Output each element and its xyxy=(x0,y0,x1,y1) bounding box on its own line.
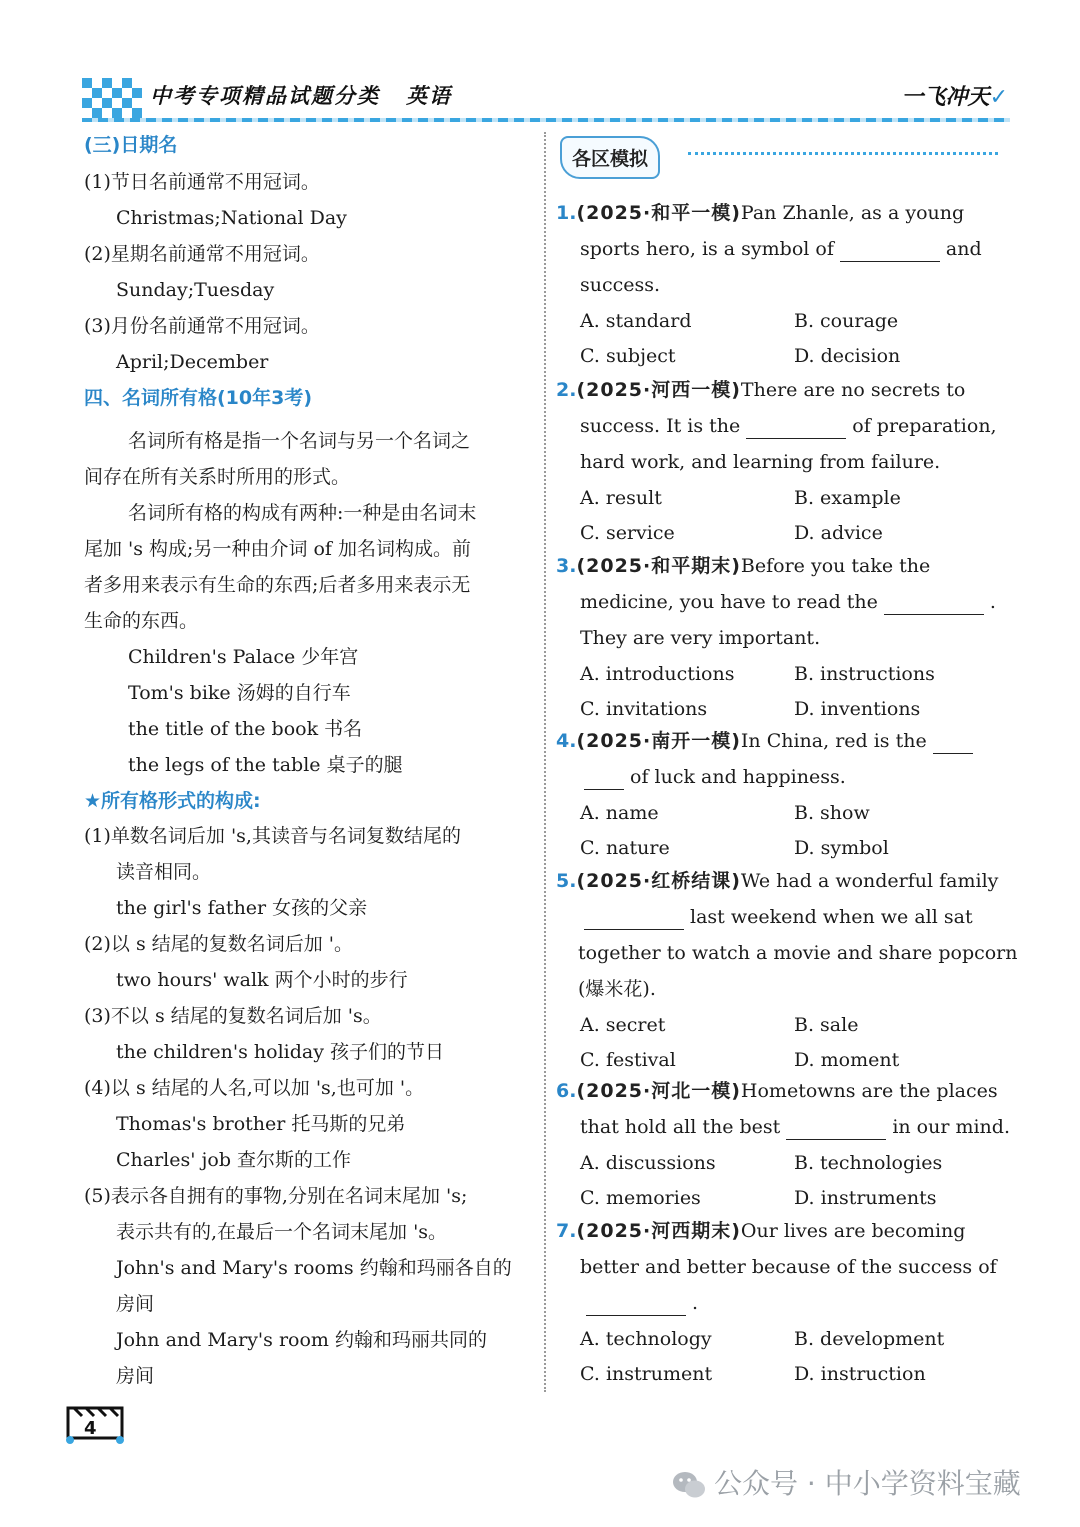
option-a[interactable]: A. standard xyxy=(580,310,692,332)
option-b[interactable]: B. show xyxy=(794,802,870,824)
question-text: In China, red is the xyxy=(740,730,927,752)
question-source: (2025·河西期末) xyxy=(576,1220,741,1242)
checker-logo-icon xyxy=(82,78,144,118)
text-line: (4)以 s 结尾的人名,可以加 's,也可加 '。 xyxy=(84,1077,425,1099)
question-number: 1. xyxy=(556,202,577,224)
text-line: (1)节日名前通常不用冠词。 xyxy=(84,171,320,193)
option-d[interactable]: D. instruction xyxy=(794,1363,926,1385)
option-b[interactable]: B. instructions xyxy=(794,663,935,685)
option-b[interactable]: B. courage xyxy=(794,310,899,332)
question-text-line xyxy=(578,764,846,790)
option-d[interactable]: D. inventions xyxy=(794,698,921,720)
question-stem xyxy=(556,868,998,894)
text-line: 生命的东西。 xyxy=(84,610,199,632)
option-c[interactable]: C. instrument xyxy=(580,1363,713,1385)
section-heading: (三)日期名 xyxy=(84,134,178,156)
option-a[interactable]: A. secret xyxy=(580,1014,666,1036)
question-text-line xyxy=(580,1290,698,1316)
wechat-account: 公众号 · 中小学资料宝藏 xyxy=(714,1467,1021,1500)
question-text-line xyxy=(580,589,996,615)
option-a[interactable]: A. discussions xyxy=(580,1152,716,1174)
text-line: 房间 xyxy=(116,1365,155,1387)
text-line: 读音相同。 xyxy=(116,861,212,883)
text-line: 名词所有格是指一个名词与另一个名词之 xyxy=(128,430,471,452)
text-line: April;December xyxy=(116,351,269,373)
subject-label: 英语 xyxy=(406,84,452,108)
option-d[interactable]: D. symbol xyxy=(794,837,889,859)
option-d[interactable]: D. moment xyxy=(794,1049,900,1071)
section-tag-dots xyxy=(688,152,998,155)
text-line: two hours' walk 两个小时的步行 xyxy=(116,969,408,991)
option-b[interactable]: B. technologies xyxy=(794,1152,943,1174)
question-stem xyxy=(556,200,964,226)
question-text: Hometowns are the places xyxy=(740,1080,998,1102)
question-text: in our mind. xyxy=(892,1116,1010,1138)
question-text-line xyxy=(580,625,820,651)
question-text: success. xyxy=(580,274,661,296)
wechat-watermark xyxy=(672,1462,1021,1502)
question-text-line xyxy=(580,236,982,262)
text-line: 房间 xyxy=(116,1293,155,1315)
question-source: (2025·河北一模) xyxy=(576,1080,741,1102)
question-number: 6. xyxy=(556,1080,577,1102)
header-title xyxy=(150,80,452,110)
option-c[interactable]: C. service xyxy=(580,522,675,544)
question-stem xyxy=(556,377,965,403)
text-line: 表示共有的,在最后一个名词末尾加 's。 xyxy=(116,1221,448,1243)
page-header xyxy=(82,74,1010,124)
brand-check-icon: ✓ xyxy=(989,85,1008,110)
text-line: (5)表示各自拥有的事物,分别在名词末尾加 's; xyxy=(84,1185,468,1207)
question-source: (2025·和平一模) xyxy=(576,202,741,224)
question-text-line xyxy=(580,272,660,298)
answer-blank[interactable] xyxy=(746,420,846,439)
question-number: 5. xyxy=(556,870,577,892)
question-text: They are very important. xyxy=(580,627,821,649)
question-number: 3. xyxy=(556,555,577,577)
answer-blank[interactable] xyxy=(786,1121,886,1140)
text-line: (3)月份名前通常不用冠词。 xyxy=(84,315,320,337)
text-line: 间存在所有关系时所用的形式。 xyxy=(84,466,351,488)
option-a[interactable]: A. name xyxy=(580,802,659,824)
option-b[interactable]: B. development xyxy=(794,1328,945,1350)
question-text: Pan Zhanle, as a young xyxy=(740,202,965,224)
question-text: medicine, you have to read the xyxy=(580,591,878,613)
option-a[interactable]: A. result xyxy=(580,487,662,509)
brand-text: 一飞冲天 xyxy=(901,85,990,110)
question-source: (2025·河西一模) xyxy=(576,379,741,401)
answer-blank[interactable] xyxy=(584,911,684,930)
question-text: last weekend when we all sat xyxy=(690,906,973,928)
section-heading: ★所有格形式的构成: xyxy=(84,790,261,812)
answer-blank[interactable] xyxy=(933,735,973,754)
question-text-line xyxy=(580,1114,1010,1140)
question-source: (2025·和平期末) xyxy=(576,555,741,577)
question-text: and xyxy=(945,238,982,260)
option-d[interactable]: D. decision xyxy=(794,345,901,367)
option-b[interactable]: B. example xyxy=(794,487,901,509)
question-text-line xyxy=(580,1254,997,1280)
text-line: 者多用来表示有生命的东西;后者多用来表示无 xyxy=(84,574,471,596)
option-c[interactable]: C. festival xyxy=(580,1049,676,1071)
brand-logo xyxy=(902,80,1008,111)
answer-blank[interactable] xyxy=(884,596,984,615)
text-line: Tom's bike 汤姆的自行车 xyxy=(128,682,351,704)
question-source: (2025·南开一模) xyxy=(576,730,741,752)
text-line: 名词所有格的构成有两种:一种是由名词末 xyxy=(128,502,477,524)
question-source: (2025·红桥结课) xyxy=(576,870,741,892)
option-c[interactable]: C. memories xyxy=(580,1187,701,1209)
question-text: of preparation, xyxy=(852,415,997,437)
text-line: Thomas's brother 托马斯的兄弟 xyxy=(116,1113,406,1135)
text-line: (1)单数名词后加 's,其读音与名词复数结尾的 xyxy=(84,825,461,847)
text-line: Children's Palace 少年宫 xyxy=(128,646,359,668)
question-text: Our lives are becoming xyxy=(740,1220,966,1242)
wechat-icon xyxy=(672,1470,706,1500)
question-stem xyxy=(556,1218,965,1244)
question-text: Before you take the xyxy=(740,555,931,577)
question-text: There are no secrets to xyxy=(740,379,966,401)
text-line: Christmas;National Day xyxy=(116,207,347,229)
question-text: (爆米花). xyxy=(578,978,656,1000)
question-number: 7. xyxy=(556,1220,577,1242)
column-divider xyxy=(544,132,546,1392)
option-c[interactable]: C. invitations xyxy=(580,698,708,720)
question-stem xyxy=(556,553,930,579)
option-a[interactable]: A. technology xyxy=(580,1328,712,1350)
header-divider xyxy=(82,118,1010,122)
answer-blank[interactable] xyxy=(840,243,940,262)
option-d[interactable]: D. advice xyxy=(794,522,883,544)
text-line: (2)以 s 结尾的复数名词后加 '。 xyxy=(84,933,354,955)
text-line: the girl's father 女孩的父亲 xyxy=(116,897,368,919)
question-number: 4. xyxy=(556,730,577,752)
text-line: 尾加 's 构成;另一种由介词 of 加名词构成。前 xyxy=(84,538,472,560)
question-text: success. It is the xyxy=(580,415,741,437)
option-a[interactable]: A. introductions xyxy=(580,663,735,685)
question-text: . xyxy=(692,1292,699,1314)
page-number: 4 xyxy=(84,1418,97,1439)
answer-blank[interactable] xyxy=(586,1297,686,1316)
question-text-line xyxy=(578,940,1018,966)
text-line: John's and Mary's rooms 约翰和玛丽各自的 xyxy=(116,1257,512,1279)
text-line: (2)星期名前通常不用冠词。 xyxy=(84,243,320,265)
book-title: 中考专项精品试题分类 xyxy=(150,84,380,108)
answer-blank[interactable] xyxy=(584,771,624,790)
text-line: (3)不以 s 结尾的复数名词后加 's。 xyxy=(84,1005,382,1027)
question-text: together to watch a movie and share popcorn xyxy=(578,942,1018,964)
question-number: 2. xyxy=(556,379,577,401)
question-text: of luck and happiness. xyxy=(630,766,846,788)
question-text-line xyxy=(578,976,656,1002)
text-line: John and Mary's room 约翰和玛丽共同的 xyxy=(116,1329,487,1351)
question-text-line xyxy=(578,904,973,930)
question-text: that hold all the best xyxy=(580,1116,781,1138)
section-heading: 四、名词所有格(10年3考) xyxy=(84,387,313,409)
text-line: the title of the book 书名 xyxy=(128,718,363,740)
question-stem xyxy=(556,1078,998,1104)
question-text: . xyxy=(989,591,996,613)
option-c[interactable]: C. subject xyxy=(580,345,676,367)
section-tag: 各区模拟 xyxy=(560,136,660,179)
question-text: better and better because of the success of xyxy=(580,1256,997,1278)
question-text-line xyxy=(580,449,940,475)
question-text: hard work, and learning from failure. xyxy=(580,451,941,473)
question-text: We had a wonderful family xyxy=(740,870,999,892)
text-line: Charles' job 查尔斯的工作 xyxy=(116,1149,352,1171)
text-line: the children's holiday 孩子们的节日 xyxy=(116,1041,445,1063)
text-line: the legs of the table 桌子的腿 xyxy=(128,754,403,776)
question-text-line xyxy=(580,413,997,439)
option-d[interactable]: D. instruments xyxy=(794,1187,937,1209)
option-c[interactable]: C. nature xyxy=(580,837,670,859)
question-text: sports hero, is a symbol of xyxy=(580,238,834,260)
question-stem xyxy=(556,728,979,754)
text-line: Sunday;Tuesday xyxy=(116,279,275,301)
option-b[interactable]: B. sale xyxy=(794,1014,859,1036)
